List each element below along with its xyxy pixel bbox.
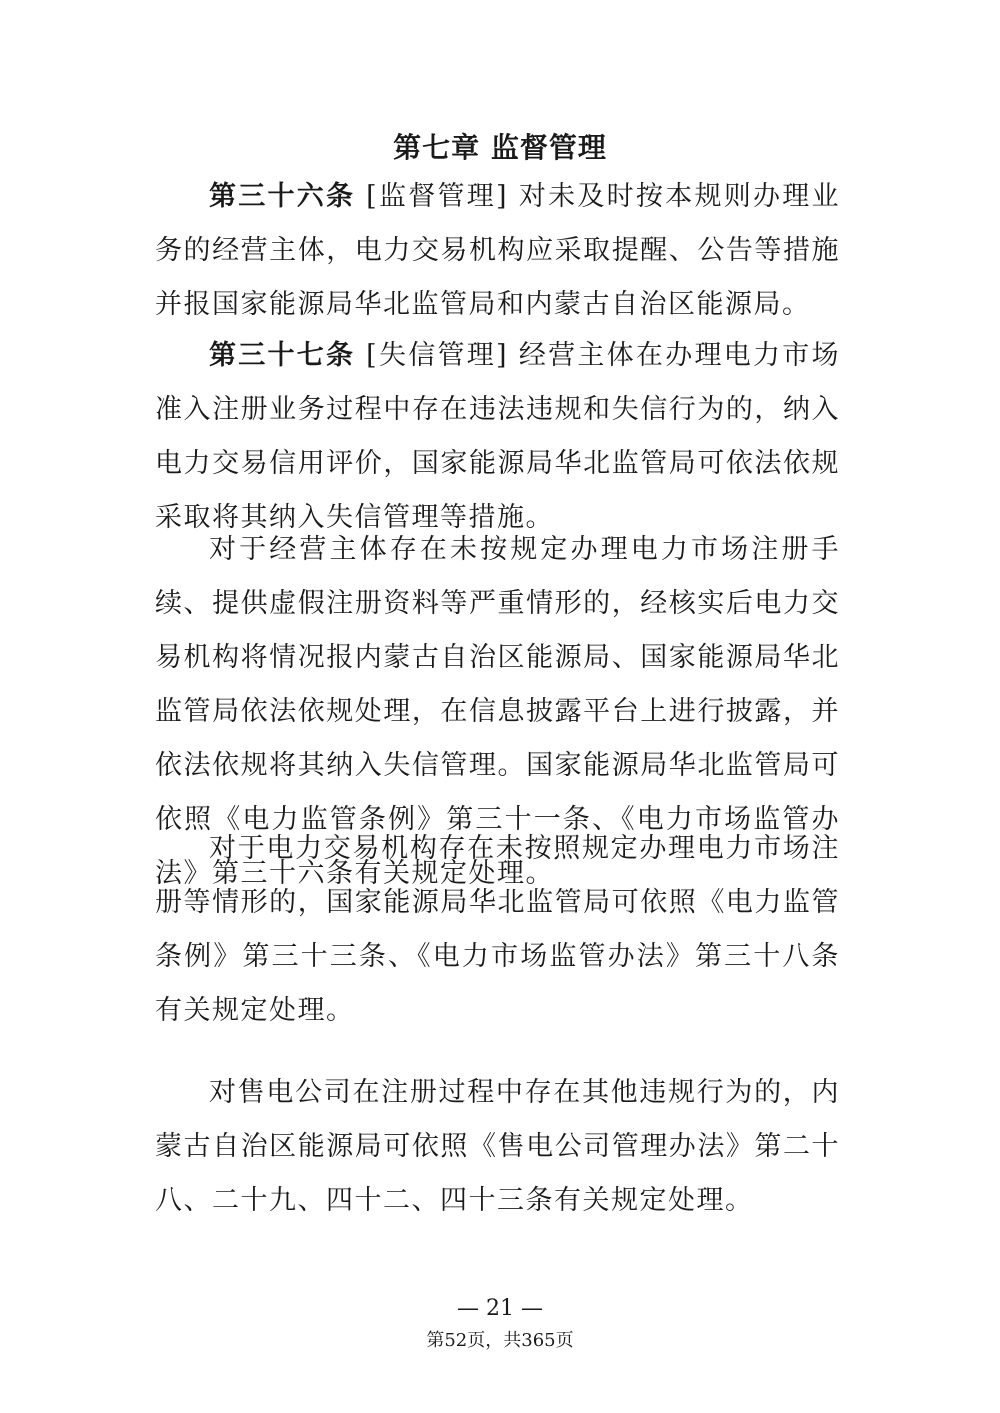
article-37 <box>155 329 840 545</box>
body-paragraph: 对售电公司在注册过程中存在其他违规行为的，内蒙古自治区能源局可依照《售电公司管理办法》第二十八、二十九、四十二、四十三条有关规定处理。 <box>155 1077 840 1216</box>
article-37-text: [失信管理] 经营主体在办理电力市场准入注册业务过程中存在违法违规和失信行为的，纳入电力交易信用评价，国家能源局华北监管局可依法依规采取将其纳入失信管理等措施。 <box>155 340 840 533</box>
chapter-title: 第七章 监督管理 <box>393 131 607 164</box>
page-count-info: 第52页，共365页 <box>426 1330 574 1351</box>
article-36 <box>155 170 840 332</box>
body-paragraph: 对于电力交易机构存在未按照规定办理电力市场注册等情形的，国家能源局华北监管局可依照《电力监管条例》第三十三条、《电力市场监管办法》第三十八条有关规定处理。 <box>155 833 840 1026</box>
article-36-text: [监督管理] 对未及时按本规则办理业务的经营主体，电力交易机构应采取提醒、公告等措施并报国家能源局华北监管局和内蒙古自治区能源局。 <box>155 181 840 320</box>
article-36-number: 第三十六条 <box>209 181 356 212</box>
page-number: — 21 — <box>457 1296 543 1321</box>
body-paragraph: 对于经营主体存在未按规定办理电力市场注册手续、提供虚假注册资料等严重情形的，经核实后电力交易机构将情况报内蒙古自治区能源局、国家能源局华北监管局依法依规处理，在信息披露平台上进行披露，并依法依规将其纳入失信管理。国家能源局华北监管局可依照《电力监管条例》第三十一条、《电力市场监管办法》第三十六条有关规定处理。 <box>155 534 840 889</box>
article-37-number: 第三十七条 <box>209 340 356 371</box>
